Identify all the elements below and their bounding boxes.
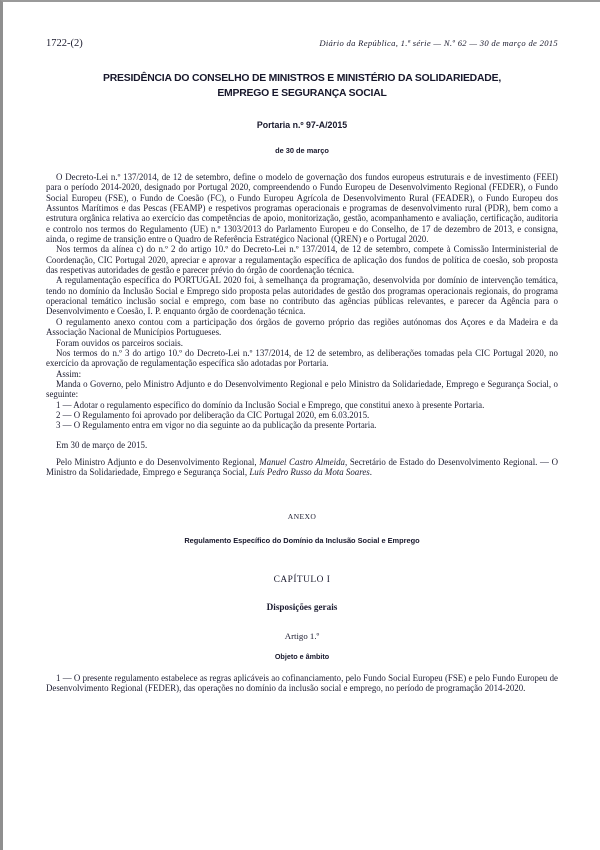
annex-heading: ANEXO — [287, 511, 317, 521]
body-paragraph: Foram ouvidos os parceiros sociais. — [56, 337, 183, 348]
page-header — [46, 38, 558, 49]
ministry-title: PRESIDÊNCIA DO CONSELHO DE MINISTROS E MINISTÉRIO DA SOLIDARIEDADE, EMPREGO E SEGURANÇA SOCIAL — [102, 73, 502, 99]
page-number: 1722-(2) — [46, 38, 83, 49]
article-title: Objeto e âmbito — [274, 651, 330, 661]
signature-block — [46, 457, 558, 478]
chapter-heading: CAPÍTULO I — [273, 574, 331, 585]
article-text: 1 — O presente regulamento estabelece as regras aplicáveis ao cofinanciamento, pelo Fundo Social Europeu (FSE) e pelo Fundo Europeu de Desenvolvimento Regional (FEDER), das operações no domínio da inclusão social e emprego, no período de programação 2014-2020. — [46, 672, 558, 693]
body-paragraph: A regulamentação específica do PORTUGAL 2020 foi, à semelhança da programação, desenvolvida por domínio de intervenção temática, tendo no domínio da Inclusão Social e Emprego sido proposta pelas autoridades de gestão dos programas operacionais regionais, do programa operacional temático inclusão social e emprego, com base no contributo das agências públicas relevantes, e parecer da Agência para o Desenvolvimento e Coesão, I. P. enquanto órgão de coordenação técnica. — [46, 275, 558, 317]
ordinance-title: Portaria n.º 97-A/2015 — [256, 120, 348, 130]
ordinance-body — [46, 172, 558, 431]
numbered-item: 3 — O Regulamento entra em vigor no dia seguinte ao da publicação da presente Portaria. — [56, 420, 377, 431]
chapter-title: Disposições gerais — [266, 601, 338, 612]
body-paragraph: Manda o Governo, pelo Ministro Adjunto e do Desenvolvimento Regional e pelo Ministro da Solidariedade, Emprego e Segurança Social, o seguinte: — [46, 378, 558, 400]
journal-reference: Diário da República, 1.ª série — N.º 62 — 30 de março de 2015 — [319, 38, 558, 48]
article-heading: Artigo 1.º — [284, 630, 320, 641]
body-paragraph: O regulamento anexo contou com a participação dos órgãos de governo próprio das regiões autónomas dos Açores e da Madeira e da Associação Nacional de Municípios Portugueses. — [46, 316, 558, 338]
body-paragraph: Nos termos da alínea c) do n.º 2 do artigo 10.º do Decreto-Lei n.º 137/2014, de 12 de setembro, compete à Comissão Interministerial de Coordenação, CIC Portugal 2020, apreciar e aprovar a regulamentação específica de aplicação dos fundos de política de coesão, sob proposta das respetivas autoridades de gestão e parecer prévio do órgão de coordenação técnica. — [46, 244, 558, 276]
annex-subtitle: Regulamento Específico do Domínio da Inclusão Social e Emprego — [184, 535, 420, 545]
numbered-item: 1 — Adotar o regulamento específico do domínio da Inclusão Social e Emprego, que constitui anexo à presente Portaria. — [56, 399, 485, 410]
signatory-name: Manuel Castro Almeida — [259, 456, 345, 467]
signature-middle: , Secretário de Estado do Desenvolvimento Regional. — O Ministro da Solidariedade, Emprego e Segurança Social, — [46, 456, 558, 478]
signing-date: Em 30 de março de 2015. — [56, 439, 148, 450]
page-content — [46, 38, 558, 693]
signatory-name: Luís Pedro Russo da Mota Soares — [249, 467, 370, 478]
ordinance-date: de 30 de março — [275, 146, 329, 155]
body-paragraph: Nos termos do n.º 3 do artigo 10.º do Decreto-Lei n.º 137/2014, de 12 de setembro, as deliberações tomadas pela CIC Portugal 2020, no exercício da aprovação de regulamentação específica são adotadas por Portaria. — [46, 347, 558, 369]
body-paragraph: Assim: — [56, 368, 82, 379]
numbered-item: 2 — O Regulamento foi aprovado por deliberação da CIC Portugal 2020, em 6.03.2015. — [56, 409, 370, 420]
signature-prefix: Pelo Ministro Adjunto e do Desenvolvimento Regional, — [56, 456, 260, 467]
signature-suffix: . — [369, 467, 372, 478]
body-paragraph: O Decreto-Lei n.º 137/2014, de 12 de setembro, define o modelo de governação dos fundos europeus estruturais e de investimento (FEEI) para o período 2014-2020, designado por Portugal 2020, compreendendo o Fundo Europeu de Desenvolvimento Regional (FEDER), o Fundo Social Europeu (FSE), o Fundo de Coesão (FC), o Fundo Europeu Agrícola de Desenvolvimento Rural (FEADER), o Fundo Europeu dos Assuntos Marítimos e das Pescas (FEAMP) e respetivos programas operacionais e programas de desenvolvimento rural (PDR), bem como a estrutura orgânica relativa ao exercício das competências de apoio, monitorização, gestão, acompanhamento e avaliação, certificação, auditoria e controlo nos termos do Regulamento (UE) n.º 1303/2013 do Parlamento Europeu e do Conselho, de 17 de dezembro de 2013, e consigna, ainda, o regime de transição entre o Quadro de Referência Estratégico Nacional (QREN) e o Portugal 2020. — [46, 172, 558, 245]
